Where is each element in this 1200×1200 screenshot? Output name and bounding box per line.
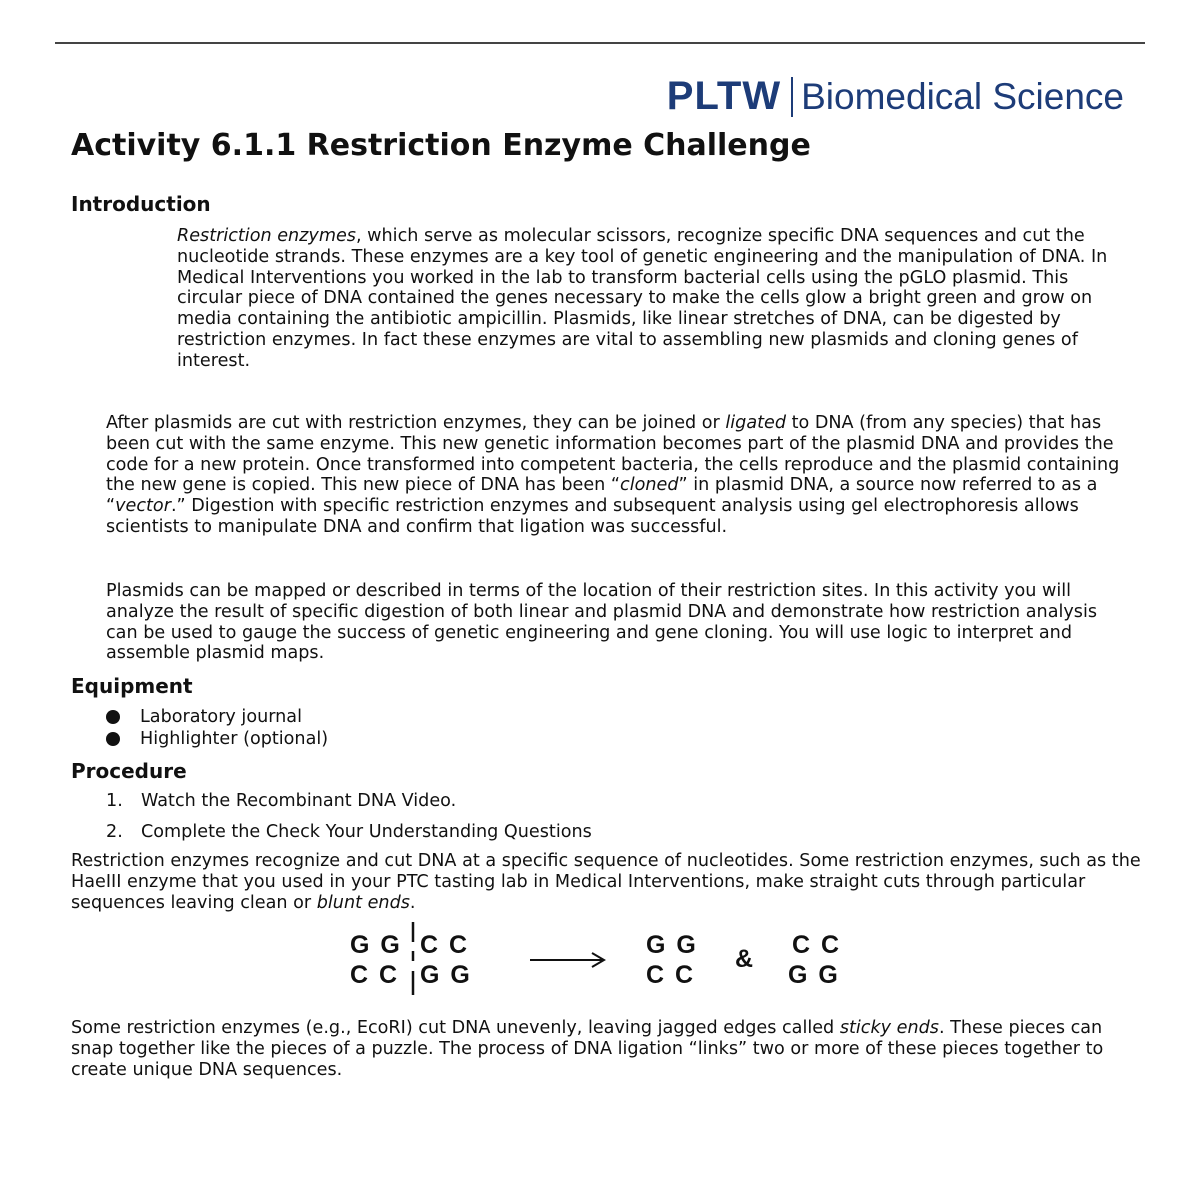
logo-sub-text: Biomedical Science — [801, 75, 1124, 117]
procedure-step-2 — [106, 822, 592, 844]
page-title: Activity 6.1.1 Restriction Enzyme Challenge — [71, 128, 811, 163]
blunt-text-a: Restriction enzymes recognize and cut DNA at a specific sequence of nucleotides. Some restriction enzymes, such as the HaeIII enzyme that you used in your PTC tasting lab in Medical Interventions, make straight cuts through particular sequences leaving clean or — [71, 851, 1141, 913]
procedure-heading: Procedure — [71, 759, 187, 783]
equipment-list — [106, 706, 328, 750]
term-blunt-ends: blunt ends — [316, 892, 410, 913]
intro-p2-text-d: .” Digestion with specific restriction enzymes and subsequent analysis using gel electrophoresis allows scientists to manipulate DNA and confirm that ligation was successful. — [106, 496, 1079, 537]
seq-left-bottom-b: G G — [420, 961, 472, 989]
list-item — [106, 822, 592, 844]
intro-p2-text-c: ” in plasmid DNA, a source now referred to as a “ — [106, 475, 1098, 517]
intro-paragraph-1 — [177, 226, 1137, 372]
term-vector: vector — [115, 496, 171, 517]
list-item — [106, 791, 456, 813]
sticky-text-b: . These pieces can snap together like the pieces of a puzzle. The process of DNA ligation “links” two or more of these pieces together to create unique DNA sequences. — [71, 1018, 1104, 1080]
equipment-item-text: Highlighter (optional) — [140, 729, 329, 749]
term-ligated: ligated — [725, 413, 786, 433]
ampersand: & — [735, 945, 756, 973]
intro-p1-text: , which serve as molecular scissors, recognize specific DNA sequences and cut the nucleotide strands. These enzymes are a key tool of genetic engineering and the manipulation of DNA. In Medical Interventions you worked in the lab to transform bacterial cells using the pGLO plasmid. This circular piece of DNA contained the genes necessary to make the cells glow a bright green and grow on media containing the antibiotic ampicillin. Plasmids, like linear stretches of DNA, can be digested by restriction enzymes. In fact these enzymes are vital to assembling new plasmids and cloning genes of interest. — [177, 226, 1108, 371]
blunt-text-b: . — [409, 892, 416, 913]
introduction-heading: Introduction — [71, 192, 211, 216]
step-text: Watch the Recombinant DNA Video. — [141, 791, 457, 811]
fragment-2-bottom: G G — [788, 961, 840, 989]
term-sticky-ends: sticky ends — [839, 1018, 939, 1038]
cut-marks-and-arrow — [340, 920, 860, 1000]
fragment-1-top: G G — [646, 931, 698, 959]
fragment-1-bottom: C C — [646, 961, 696, 989]
pltw-logo — [667, 74, 1124, 119]
fragment-2-top: C C — [792, 931, 842, 959]
seq-left-top-a: G G — [350, 931, 402, 959]
bullet-icon — [106, 732, 120, 746]
equipment-item-text: Laboratory journal — [140, 707, 302, 727]
step-number: 2. — [106, 822, 123, 842]
seq-left-bottom-a: C C — [350, 961, 400, 989]
list-item — [106, 728, 328, 750]
header-rule — [55, 42, 1145, 44]
intro-paragraph-3: Plasmids can be mapped or described in terms of the location of their restriction sites. In this activity you will analyze the result of specific digestion of both linear and plasmid DNA and demonstrate how restriction analysis can be used to gauge the success of genetic engineering and gene cloning. You will use logic to interpret and assemble plasmid maps. — [106, 581, 1098, 664]
intro-p2-text-b: to DNA (from any species) that has been cut with the same enzyme. This new genetic information becomes part of the plasmid DNA and provides the code for a new protein. Once transformed into competent bacteria, the cells reproduce and the plasmid containing the new gene is copied. This new piece of DNA has been “ — [106, 413, 1120, 496]
intro-paragraph-2 — [106, 413, 1136, 538]
step-number: 1. — [106, 791, 123, 811]
blunt-ends-paragraph — [71, 851, 1141, 913]
procedure-step-1 — [106, 791, 456, 813]
intro-p2-text-a: After plasmids are cut with restriction enzymes, they can be joined or — [106, 413, 726, 433]
sticky-text-a: Some restriction enzymes (e.g., EcoRI) cut DNA unevenly, leaving jagged edges called — [71, 1018, 840, 1038]
term-cloned: cloned — [620, 475, 679, 496]
equipment-heading: Equipment — [71, 674, 193, 698]
seq-left-top-b: C C — [420, 931, 470, 959]
logo-divider — [791, 77, 793, 117]
step-text: Complete the Check Your Understanding Questions — [141, 822, 592, 842]
logo-main-text: PLTW — [666, 74, 782, 118]
term-restriction-enzymes: Restriction enzymes — [177, 226, 356, 246]
bullet-icon — [106, 710, 120, 724]
sticky-ends-paragraph — [71, 1018, 1141, 1080]
list-item — [106, 706, 328, 728]
